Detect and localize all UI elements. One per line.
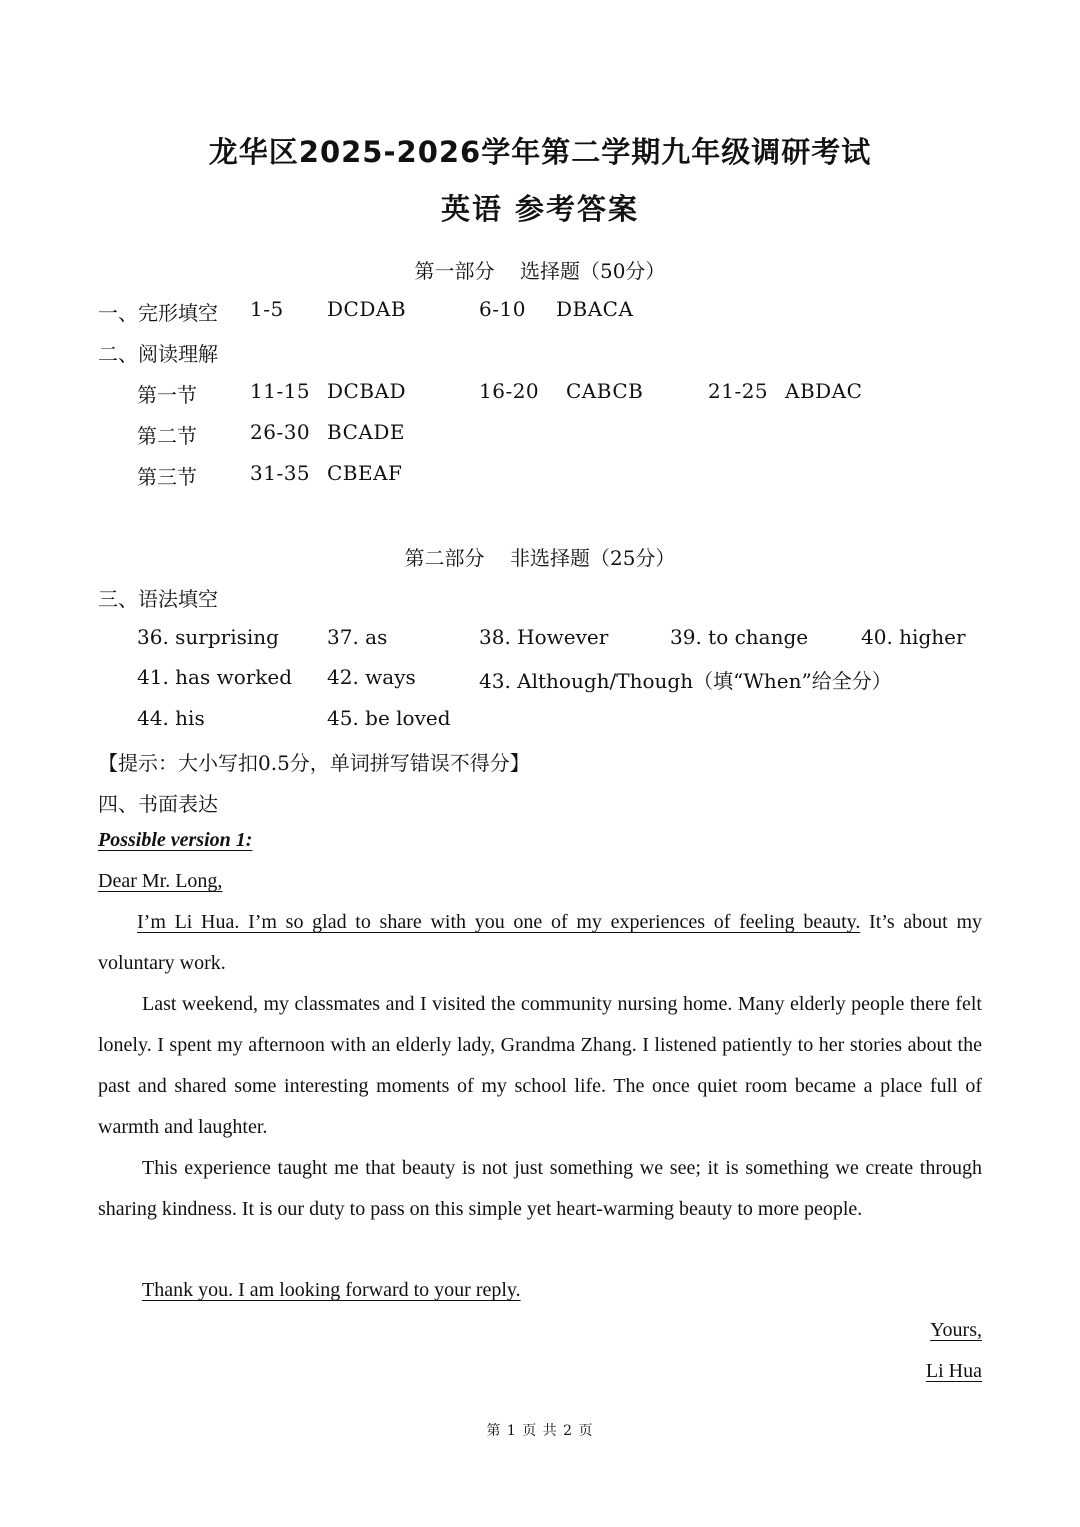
- answer-letters: CBEAF: [327, 461, 403, 485]
- letter-paragraph-2: Last weekend, my classmates and I visited the community nursing home. Many elderly people there felt lonely. I spent my afternoon with an elderly lady, Grandma Zhang. I listened patiently to her stories about the past and shared some interesting moments of my school life. The once quiet room became a place full of warmth and laughter.: [98, 993, 982, 1138]
- answer-letters: DCDAB: [327, 297, 407, 321]
- reading-label: 二、阅读理解: [98, 342, 218, 366]
- answer-letters: BCADE: [327, 420, 405, 444]
- answer-range: 31-35: [250, 461, 311, 485]
- letter-paragraph-3: This experience taught me that beauty is not just something we see; it is something we create through sharing kindness. It is our duty to pass on this simple yet heart-warming beauty to more people.: [98, 1157, 982, 1220]
- answer-letters: CABCB: [566, 379, 644, 403]
- answer-range: 6-10: [479, 297, 526, 321]
- grammar-answer: 43. Although/Though（填“When”给全分）: [479, 669, 892, 693]
- closing-line: Thank you. I am looking forward to your reply.: [142, 1279, 521, 1301]
- version-label: Possible version 1:: [98, 829, 253, 851]
- document-subtitle: 英语 参考答案: [440, 192, 640, 226]
- grammar-answer: 37. as: [327, 625, 388, 649]
- answer-range: 21-25: [708, 379, 769, 403]
- cloze-label: 一、完形填空: [98, 301, 218, 325]
- letter-greeting: Dear Mr. Long,: [98, 870, 223, 892]
- part1-heading: 第一部分 选择题（50分）: [414, 259, 666, 283]
- answer-letters: DBACA: [556, 297, 634, 321]
- grammar-answer: 38. However: [479, 625, 609, 649]
- grammar-label: 三、语法填空: [98, 587, 218, 611]
- grammar-answer: 36. surprising: [137, 625, 279, 649]
- grammar-answer: 45. be loved: [327, 706, 451, 730]
- letter-paragraph-1: [98, 902, 982, 984]
- reading-section-label: 第三节: [137, 465, 197, 489]
- grammar-answer: 39. to change: [670, 625, 809, 649]
- opening-sentence: I’m Li Hua. I’m so glad to share with you one of my experiences of feeling beauty.: [137, 911, 861, 933]
- grammar-answer: 42. ways: [327, 665, 416, 689]
- grammar-answer: 41. has worked: [137, 665, 293, 689]
- grammar-answer: 40. higher: [861, 625, 966, 649]
- writing-label: 四、书面表达: [98, 792, 218, 816]
- answer-range: 16-20: [479, 379, 540, 403]
- sign-off: Yours,: [930, 1319, 982, 1341]
- reading-section-label: 第二节: [137, 424, 197, 448]
- answer-range: 26-30: [250, 420, 311, 444]
- grammar-tip: 【提示：大小写扣0.5分，单词拼写错误不得分】: [98, 751, 530, 775]
- answer-range: 11-15: [250, 379, 311, 403]
- answer-letters: ABDAC: [785, 379, 863, 403]
- signature: Li Hua: [925, 1360, 982, 1382]
- document-title: 龙华区2025-2026学年第二学期九年级调研考试: [208, 135, 872, 169]
- page-indicator: 第 1 页 共 2 页: [486, 1423, 594, 1439]
- part2-heading: 第二部分 非选择题（25分）: [404, 546, 676, 570]
- answer-range: 1-5: [250, 297, 284, 321]
- grammar-answer: 44. his: [137, 706, 205, 730]
- answer-letters: DCBAD: [327, 379, 407, 403]
- opening-rest: It’s about my voluntary work.: [98, 911, 983, 974]
- reading-section-label: 第一节: [137, 383, 197, 407]
